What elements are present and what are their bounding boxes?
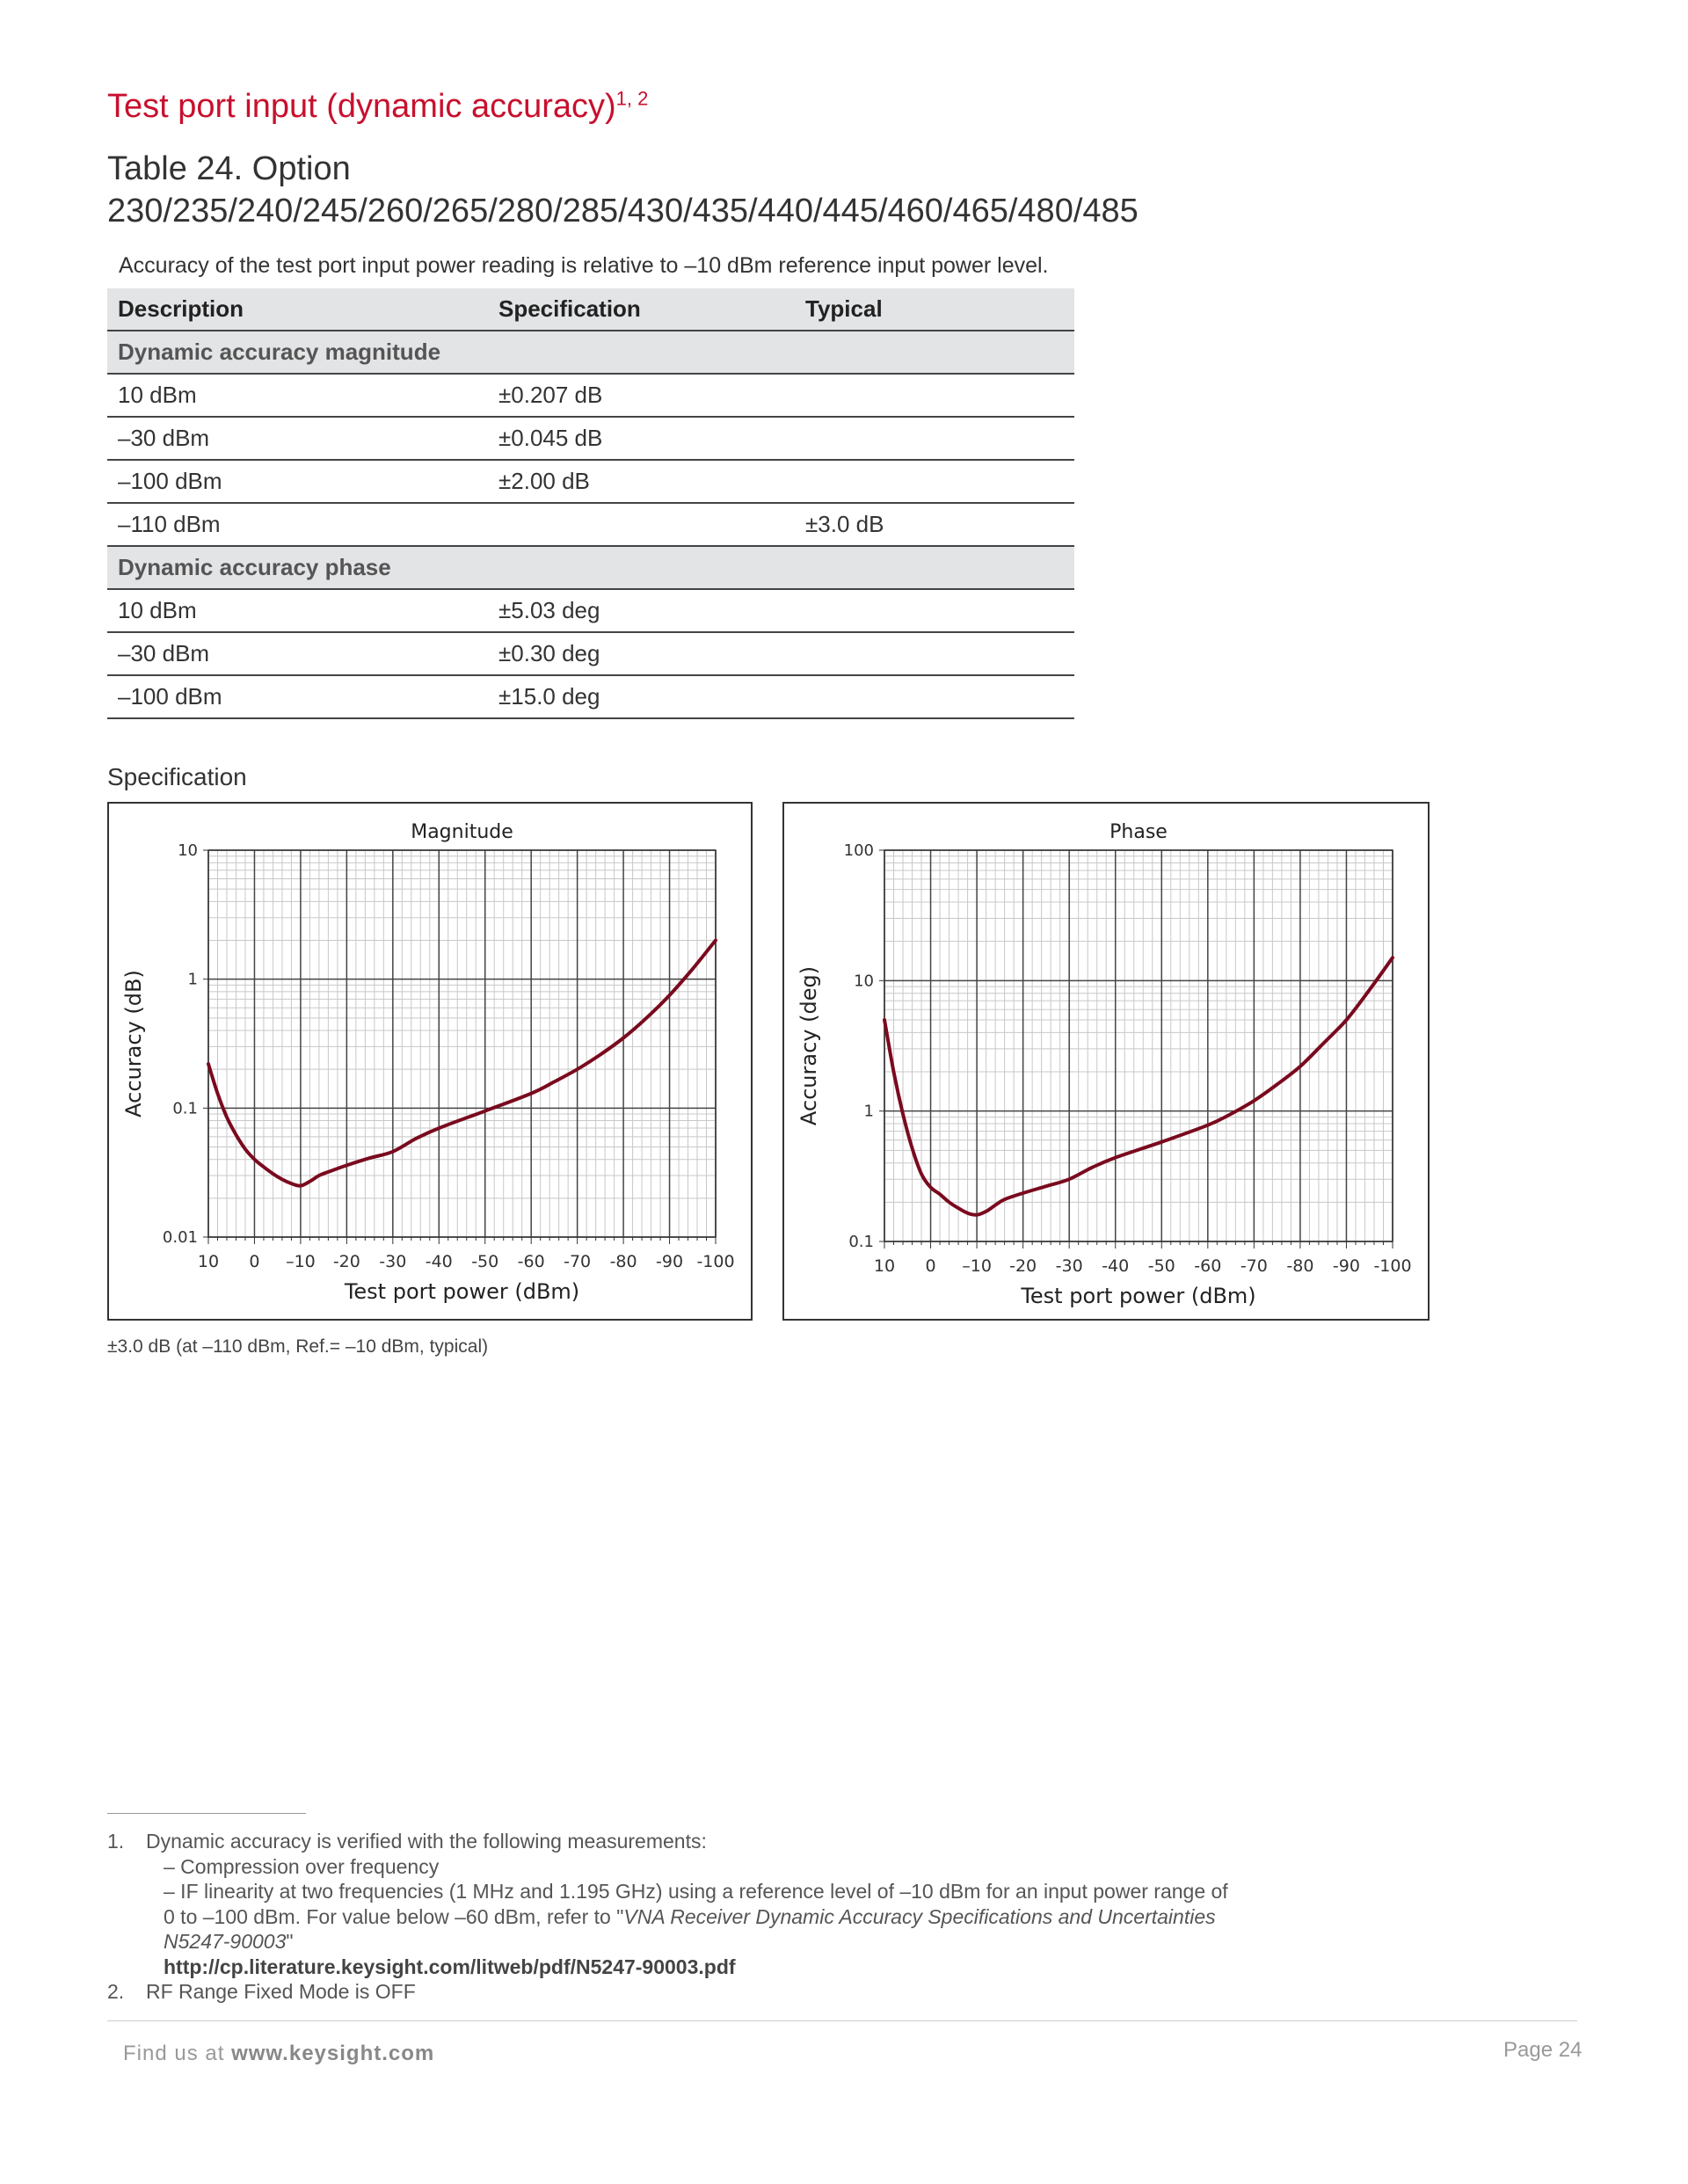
cell-typical <box>795 417 1074 460</box>
cell-description: –30 dBm <box>107 632 488 675</box>
cell-typical <box>795 460 1074 503</box>
phase-title: Phase <box>1110 821 1168 843</box>
cell-specification: ±0.207 dB <box>488 374 795 417</box>
phase-chart-svg <box>784 804 1431 1322</box>
footnote-divider <box>107 1813 306 1814</box>
phase-y-tick-label: 0.1 <box>848 1233 874 1251</box>
section-title <box>107 88 648 126</box>
magnitude-x-tick-label: -40 <box>425 1252 453 1271</box>
spec-label: Specification <box>107 763 247 790</box>
phase-x-tick-label: -40 <box>1102 1256 1130 1276</box>
phase-y-tick-label: 1 <box>863 1102 874 1121</box>
cell-specification <box>488 546 795 589</box>
magnitude-series-line <box>208 941 716 1186</box>
phase-y-tick-label: 100 <box>843 841 874 860</box>
phase-y-axis-label: Accuracy (deg) <box>797 965 821 1126</box>
cell-description: –100 dBm <box>107 460 488 503</box>
cell-typical <box>795 374 1074 417</box>
phase-x-tick-label: -80 <box>1286 1256 1314 1276</box>
phase-x-axis-label: Test port power (dBm) <box>1021 1284 1256 1308</box>
magnitude-x-tick-label: -20 <box>332 1252 360 1271</box>
magnitude-x-tick-label: -90 <box>656 1252 684 1271</box>
phase-x-tick-label: –10 <box>962 1256 992 1276</box>
table-row <box>107 632 1074 675</box>
footer-site-link[interactable]: www.keysight.com <box>231 2042 435 2065</box>
cell-description: Dynamic accuracy phase <box>107 546 488 589</box>
footnote-2-number: 2. <box>107 1980 125 2003</box>
footnotes <box>107 1829 1250 2005</box>
magnitude-y-tick-label: 1 <box>187 970 198 989</box>
table-header-row <box>107 288 1074 331</box>
footer-divider <box>107 2020 1577 2021</box>
cell-specification: ±15.0 deg <box>488 675 795 718</box>
cell-description: –100 dBm <box>107 675 488 718</box>
phase-chart <box>782 802 1430 1321</box>
magnitude-x-tick-label: –10 <box>286 1252 316 1271</box>
cell-description: Dynamic accuracy magnitude <box>107 331 488 374</box>
table-group-row <box>107 546 1074 589</box>
footnote-1-url[interactable]: http://cp.literature.keysight.com/litweb/pdf/N5247-90003.pdf <box>164 1955 736 1978</box>
cell-specification: ±5.03 deg <box>488 589 795 632</box>
magnitude-x-tick-label: -50 <box>471 1252 499 1271</box>
magnitude-title: Magnitude <box>411 821 513 843</box>
footnote-1-quote-close: " <box>286 1930 294 1953</box>
range-note: ±3.0 dB (at –110 dBm, Ref.= –10 dBm, typical) <box>107 1336 489 1357</box>
header-description: Description <box>107 288 488 331</box>
header-specification: Specification <box>488 288 795 331</box>
footnote-2 <box>107 1979 1250 2005</box>
footer-find-prefix: Find us at <box>123 2042 232 2065</box>
footnote-1-text: Dynamic accuracy is verified with the following measurements: <box>146 1830 707 1853</box>
phase-x-tick-label: 10 <box>873 1256 896 1276</box>
phase-x-tick-label: -100 <box>1373 1256 1412 1276</box>
header-typical: Typical <box>795 288 1074 331</box>
footnote-1-item-compression: – Compression over frequency <box>164 1854 440 1878</box>
table-row <box>107 460 1074 503</box>
table-note: Accuracy of the test port input power reading is relative to –10 dBm reference input power level. <box>119 253 1049 278</box>
table-row <box>107 589 1074 632</box>
footnote-1-doc-number-line <box>107 1929 1250 1955</box>
phase-series-line <box>884 957 1393 1215</box>
magnitude-y-tick-label: 10 <box>178 841 198 860</box>
table-row <box>107 503 1074 546</box>
cell-specification <box>488 503 795 546</box>
phase-x-tick-label: -20 <box>1009 1256 1037 1276</box>
footer-find-us <box>123 2042 434 2066</box>
cell-specification <box>488 331 795 374</box>
phase-x-tick-label: -50 <box>1147 1256 1175 1276</box>
table-row <box>107 417 1074 460</box>
magnitude-x-tick-label: 0 <box>249 1252 260 1271</box>
phase-x-tick-label: -30 <box>1055 1256 1083 1276</box>
cell-specification: ±0.30 deg <box>488 632 795 675</box>
phase-x-tick-label: -70 <box>1240 1256 1268 1276</box>
magnitude-x-tick-label: 10 <box>197 1252 220 1271</box>
cell-typical: ±3.0 dB <box>795 503 1074 546</box>
cell-typical <box>795 546 1074 589</box>
cell-typical <box>795 632 1074 675</box>
spec-table <box>107 288 1074 719</box>
magnitude-y-tick-label: 0.01 <box>162 1228 198 1247</box>
magnitude-x-tick-label: -80 <box>609 1252 637 1271</box>
cell-description: 10 dBm <box>107 589 488 632</box>
section-title-text: Test port input (dynamic accuracy) <box>107 88 616 125</box>
page-number: Page 24 <box>1503 2038 1582 2062</box>
cell-typical <box>795 331 1074 374</box>
table-row <box>107 675 1074 718</box>
footnote-1-doc-number: N5247-90003 <box>164 1930 287 1953</box>
cell-typical <box>795 589 1074 632</box>
cell-description: 10 dBm <box>107 374 488 417</box>
cell-specification: ±2.00 dB <box>488 460 795 503</box>
cell-typical <box>795 675 1074 718</box>
magnitude-y-tick-label: 0.1 <box>172 1099 198 1118</box>
section-title-footnote-refs: 1, 2 <box>615 87 649 110</box>
footnote-1-doc-title: VNA Receiver Dynamic Accuracy Specifications and Uncertainties <box>623 1904 1216 1928</box>
table-group-row <box>107 331 1074 374</box>
magnitude-x-tick-label: -60 <box>517 1252 545 1271</box>
spec-table-body <box>107 288 1074 718</box>
footnote-1-number: 1. <box>107 1830 125 1853</box>
table-row <box>107 374 1074 417</box>
phase-plot-frame <box>884 850 1393 1241</box>
footnote-1-item-if-linearity: – IF linearity at two frequencies (1 MHz and 1.195 GHz) using a reference level of –10 dBm for an input power range of <box>164 1880 1228 1903</box>
magnitude-y-axis-label: Accuracy (dB) <box>121 970 146 1117</box>
phase-x-tick-label: 0 <box>925 1256 936 1276</box>
footnote-1-item-continuation <box>107 1904 1250 1930</box>
footnote-1 <box>107 1829 1250 1854</box>
table-title: Table 24. Option 230/235/240/245/260/265/280/285/430/435/440/445/460/465/480/485 <box>107 150 1139 229</box>
cell-description: –110 dBm <box>107 503 488 546</box>
cell-description: –30 dBm <box>107 417 488 460</box>
cell-specification: ±0.045 dB <box>488 417 795 460</box>
footnote-2-text: RF Range Fixed Mode is OFF <box>146 1980 416 2003</box>
magnitude-x-tick-label: -100 <box>696 1252 735 1271</box>
phase-x-tick-label: -60 <box>1194 1256 1222 1276</box>
footnote-1-refer-text: 0 to –100 dBm. For value below –60 dBm, refer to " <box>164 1904 624 1928</box>
magnitude-x-tick-label: -70 <box>564 1252 592 1271</box>
magnitude-chart-svg <box>109 804 754 1322</box>
magnitude-chart <box>107 802 753 1321</box>
magnitude-x-axis-label: Test port power (dBm) <box>344 1279 580 1304</box>
phase-x-tick-label: -90 <box>1332 1256 1360 1276</box>
magnitude-x-tick-label: -30 <box>379 1252 407 1271</box>
phase-y-tick-label: 10 <box>854 972 874 991</box>
